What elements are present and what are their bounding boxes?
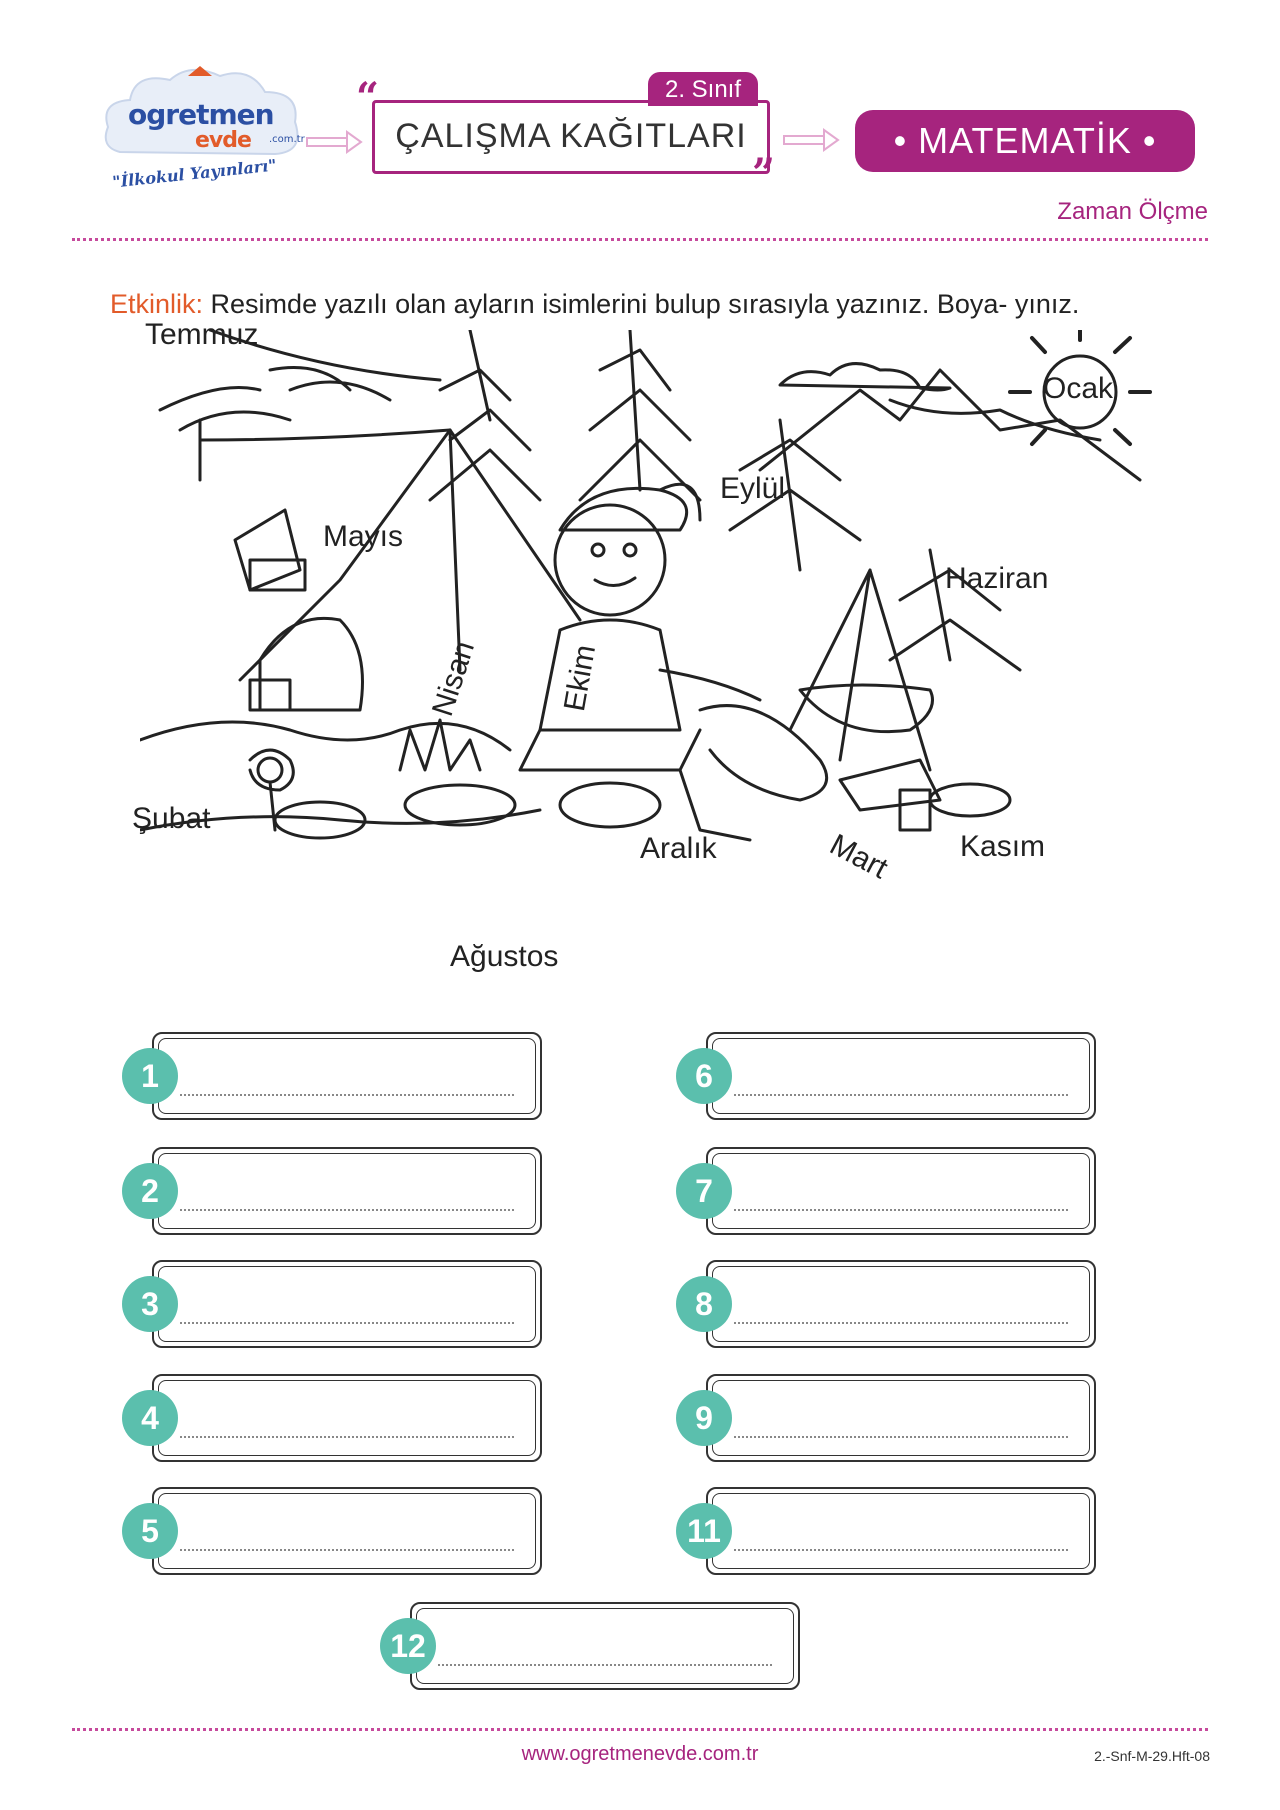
- camping-illustration: [132, 318, 1170, 1020]
- answer-box: [122, 1145, 542, 1237]
- month-label-temmuz: Temmuz: [145, 318, 259, 351]
- grade-badge: 2. Sınıf: [648, 72, 758, 106]
- logo-text-domain: .com.tr: [269, 134, 305, 145]
- answer-box: [676, 1372, 1096, 1464]
- answer-line[interactable]: [180, 1549, 514, 1551]
- footer-url[interactable]: www.ogretmenevde.com.tr: [521, 1743, 759, 1765]
- logo: [100, 62, 305, 212]
- answer-line[interactable]: [180, 1209, 514, 1211]
- number-badge: 11: [676, 1503, 732, 1559]
- open-quote-icon: “: [356, 74, 380, 121]
- answer-line[interactable]: [734, 1209, 1068, 1211]
- number-badge: 7: [676, 1163, 732, 1219]
- camping-scene-icon: [140, 330, 1170, 1020]
- month-label-mart: Mart: [824, 828, 893, 886]
- divider: [72, 1728, 1208, 1731]
- answer-line[interactable]: [734, 1436, 1068, 1438]
- number-badge: 6: [676, 1048, 732, 1104]
- month-label-subat: Şubat: [132, 802, 211, 835]
- answer-line[interactable]: [180, 1322, 514, 1324]
- divider: [72, 238, 1208, 241]
- answer-line[interactable]: [734, 1549, 1068, 1551]
- answer-box: [122, 1258, 542, 1350]
- instruction-text: Resimde yazılı olan ayların isimlerini bulup sırasıyla yazınız. Boya- yınız.: [210, 289, 1080, 319]
- answer-box: [676, 1258, 1096, 1350]
- answer-line[interactable]: [734, 1094, 1068, 1096]
- logo-text-evde: evde: [195, 128, 251, 153]
- month-label-eylul: Eylül: [720, 472, 786, 505]
- number-badge: 12: [380, 1618, 436, 1674]
- number-badge: 3: [122, 1276, 178, 1332]
- number-badge: 5: [122, 1503, 178, 1559]
- instruction-label: Etkinlik:: [110, 289, 204, 319]
- close-quote-icon: ”: [752, 150, 776, 197]
- answer-line[interactable]: [180, 1436, 514, 1438]
- answer-box: [676, 1030, 1096, 1122]
- answer-line[interactable]: [734, 1322, 1068, 1324]
- number-badge: 1: [122, 1048, 178, 1104]
- page-title: ÇALIŞMA KAĞITLARI: [395, 117, 747, 155]
- title-box: [372, 100, 770, 174]
- subject-badge: • MATEMATİK •: [855, 110, 1195, 172]
- number-badge: 8: [676, 1276, 732, 1332]
- month-label-haziran: Haziran: [945, 562, 1049, 595]
- arrow-right-icon: [782, 128, 842, 152]
- answer-box: [380, 1600, 800, 1692]
- logo-text-ogretmen: ogretmen: [128, 98, 274, 131]
- month-label-kasim: Kasım: [960, 830, 1046, 863]
- number-badge: 9: [676, 1390, 732, 1446]
- month-label-agustos: Ağustos: [450, 940, 559, 973]
- answer-box: [676, 1485, 1096, 1577]
- answer-box: [122, 1372, 542, 1464]
- month-label-nisan: Nisan: [426, 637, 482, 721]
- answer-line[interactable]: [180, 1094, 514, 1096]
- month-label-aralik: Aralık: [640, 832, 717, 865]
- footer-code: 2.-Snf-M-29.Hft-08: [1094, 1748, 1210, 1764]
- instruction: [110, 282, 1160, 326]
- number-badge: 4: [122, 1390, 178, 1446]
- number-badge: 2: [122, 1163, 178, 1219]
- arrow-right-icon: [305, 130, 365, 154]
- answer-box: [122, 1030, 542, 1122]
- answer-box: [122, 1485, 542, 1577]
- answer-box: [676, 1145, 1096, 1237]
- answer-line[interactable]: [438, 1664, 772, 1666]
- month-label-ekim: Ekim: [558, 642, 603, 714]
- month-label-ocak: Ocak: [1043, 372, 1114, 405]
- logo-subtitle: "İlkokul Yayınları": [111, 155, 278, 192]
- month-label-mayis: Mayıs: [323, 520, 404, 553]
- topic-title: Zaman Ölçme: [1057, 198, 1208, 225]
